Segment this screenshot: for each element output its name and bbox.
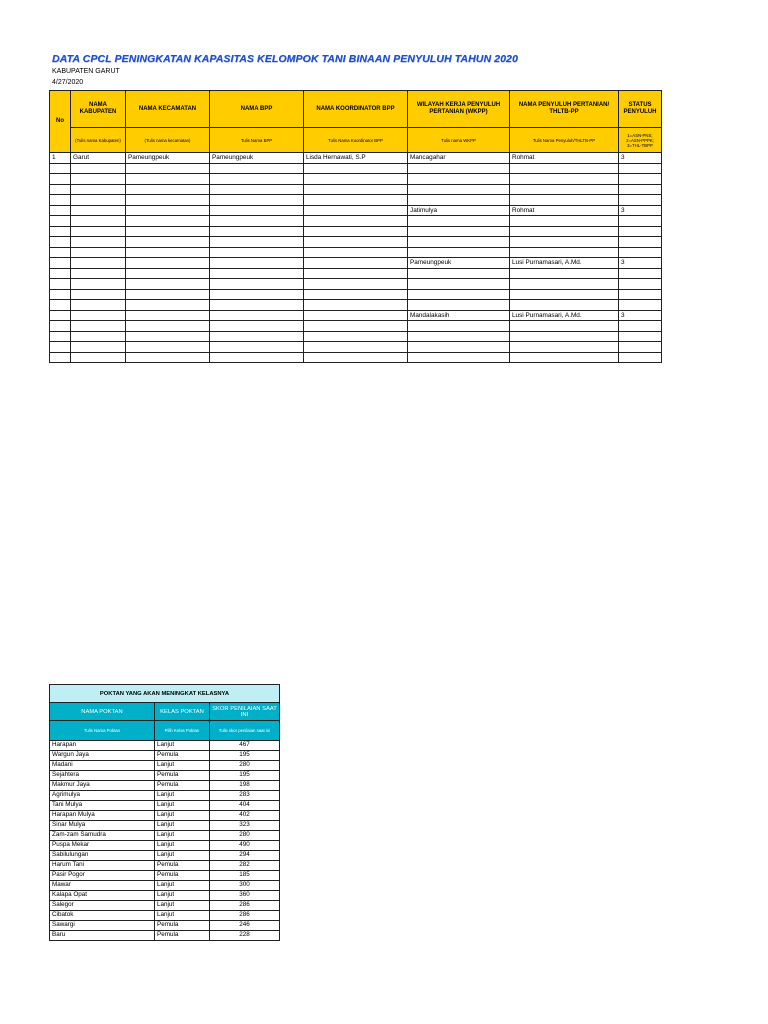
table-row (50, 247, 662, 258)
table-cell[interactable] (510, 331, 619, 342)
col-header-kelas-poktan: KELAS POKTAN (155, 703, 210, 721)
table-cell[interactable] (304, 237, 408, 248)
table-cell[interactable]: 185 (210, 871, 280, 881)
hint-kabupaten: (Tulis nama Kabupaten) (71, 128, 126, 153)
table-row (50, 268, 662, 279)
table-cell[interactable]: Mancagahar (408, 153, 510, 164)
table-cell[interactable] (510, 226, 619, 237)
table-cell[interactable] (619, 321, 662, 332)
table-cell[interactable] (126, 310, 210, 321)
table-cell[interactable] (210, 174, 304, 185)
table-cell[interactable]: Makmur Jaya (50, 781, 155, 791)
table-cell[interactable] (619, 237, 662, 248)
table-cell[interactable] (126, 205, 210, 216)
table-cell[interactable]: Lanjut (155, 831, 210, 841)
table-row (50, 741, 280, 751)
col-header-wkpp: WILAYAH KERJA PENYULUH PERTANIAN (WKPP) (408, 91, 510, 128)
table-cell[interactable]: 280 (210, 831, 280, 841)
table-row (50, 205, 662, 216)
table-cell[interactable]: Rohmat (510, 205, 619, 216)
table-cell[interactable]: Kalapa Opat (50, 891, 155, 901)
table-cell[interactable] (50, 321, 71, 332)
table-row (50, 153, 662, 164)
table-cell[interactable] (71, 289, 126, 300)
table-row (50, 911, 280, 921)
col-header-kecamatan: NAMA KECAMATAN (126, 91, 210, 128)
table-cell[interactable] (510, 289, 619, 300)
table-cell[interactable] (126, 289, 210, 300)
table-cell[interactable] (50, 300, 71, 311)
hint-skor: Tulis skor penilaian saat ini (210, 721, 280, 741)
table-cell[interactable] (408, 195, 510, 206)
table-cell[interactable] (304, 174, 408, 185)
hint-penyuluh: Tulis Nama Penyuluh/THLTB-PP (510, 128, 619, 153)
table-cell[interactable] (510, 247, 619, 258)
cpcl-hint-row (50, 128, 662, 153)
table-cell[interactable] (126, 195, 210, 206)
table-cell[interactable] (126, 342, 210, 353)
poktan-table (49, 684, 280, 941)
document-title: DATA CPCL PENINGKATAN KAPASITAS KELOMPOK TANI BINAAN PENYULUH TAHUN 2020 (52, 53, 518, 65)
table-cell[interactable]: Lisda Hernawati, S.P (304, 153, 408, 164)
table-cell[interactable] (304, 321, 408, 332)
table-cell[interactable] (50, 216, 71, 227)
table-cell[interactable] (71, 300, 126, 311)
table-cell[interactable]: 490 (210, 841, 280, 851)
table-cell[interactable]: Puspa Mekar (50, 841, 155, 851)
table-cell[interactable] (304, 352, 408, 363)
table-cell[interactable]: Rohmat (510, 153, 619, 164)
table-cell[interactable]: Sinar Mulya (50, 821, 155, 831)
table-row (50, 791, 280, 801)
table-row (50, 321, 662, 332)
table-cell[interactable]: Lanjut (155, 801, 210, 811)
poktan-caption: POKTAN YANG AKAN MENINGKAT KELASNYA (50, 685, 280, 703)
table-cell[interactable] (50, 279, 71, 290)
table-cell[interactable]: Pemula (155, 861, 210, 871)
hint-koordinator: Tulis Nama Koordinator BPP (304, 128, 408, 153)
table-cell[interactable]: 323 (210, 821, 280, 831)
table-cell[interactable] (126, 226, 210, 237)
table-cell[interactable]: Jatimulya (408, 205, 510, 216)
table-cell[interactable] (50, 195, 71, 206)
table-cell[interactable]: 282 (210, 861, 280, 871)
table-cell[interactable] (619, 216, 662, 227)
table-cell[interactable]: 283 (210, 791, 280, 801)
col-header-skor: SKOR PENILAIAN SAAT INI (210, 703, 280, 721)
table-cell[interactable] (50, 268, 71, 279)
table-cell[interactable]: Harum Tani (50, 861, 155, 871)
table-row (50, 174, 662, 185)
table-cell[interactable] (126, 237, 210, 248)
table-cell[interactable]: 300 (210, 881, 280, 891)
cpcl-header-row (50, 91, 662, 128)
table-cell[interactable] (126, 184, 210, 195)
table-cell[interactable]: Harapan (50, 741, 155, 751)
table-cell[interactable]: Sawargi (50, 921, 155, 931)
table-cell[interactable]: Sejahtera (50, 771, 155, 781)
table-cell[interactable] (408, 342, 510, 353)
table-cell[interactable] (304, 258, 408, 269)
table-cell[interactable] (210, 163, 304, 174)
table-cell[interactable] (210, 184, 304, 195)
table-cell[interactable]: Wargun Jaya (50, 751, 155, 761)
table-cell[interactable] (408, 163, 510, 174)
table-row (50, 881, 280, 891)
table-cell[interactable] (210, 342, 304, 353)
table-row (50, 811, 280, 821)
table-cell[interactable] (619, 352, 662, 363)
table-cell[interactable] (304, 268, 408, 279)
table-cell[interactable]: Pasir Pogor (50, 871, 155, 881)
table-cell[interactable]: 195 (210, 751, 280, 761)
col-header-bpp: NAMA BPP (210, 91, 304, 128)
table-cell[interactable] (71, 352, 126, 363)
table-cell[interactable] (71, 258, 126, 269)
table-cell[interactable]: Mawar (50, 881, 155, 891)
table-cell[interactable] (408, 289, 510, 300)
table-cell[interactable]: 402 (210, 811, 280, 821)
col-header-koordinator: NAMA KOORDINATOR BPP (304, 91, 408, 128)
table-cell[interactable]: Mandalakasih (408, 310, 510, 321)
table-cell[interactable] (126, 268, 210, 279)
table-cell[interactable] (304, 184, 408, 195)
table-cell[interactable] (50, 226, 71, 237)
table-cell[interactable] (510, 163, 619, 174)
table-cell[interactable]: Pemula (155, 771, 210, 781)
table-cell[interactable]: Lanjut (155, 821, 210, 831)
table-cell[interactable]: 228 (210, 931, 280, 941)
table-cell[interactable] (304, 216, 408, 227)
table-cell[interactable] (126, 331, 210, 342)
table-cell[interactable] (50, 289, 71, 300)
table-cell[interactable] (126, 352, 210, 363)
table-row (50, 300, 662, 311)
table-cell[interactable]: Harapan Mulya (50, 811, 155, 821)
table-cell[interactable] (50, 184, 71, 195)
table-cell[interactable] (304, 226, 408, 237)
table-cell[interactable]: Lusi Purnamasari, A.Md. (510, 310, 619, 321)
table-cell[interactable]: 246 (210, 921, 280, 931)
table-cell[interactable] (126, 258, 210, 269)
table-cell[interactable]: Lanjut (155, 851, 210, 861)
table-cell[interactable] (210, 352, 304, 363)
table-cell[interactable]: Pameungpeuk (408, 258, 510, 269)
table-cell[interactable] (71, 310, 126, 321)
table-row (50, 289, 662, 300)
col-header-penyuluh: NAMA PENYULUH PERTANIAN/ THLTB-PP (510, 91, 619, 128)
table-row (50, 781, 280, 791)
table-cell[interactable]: 294 (210, 851, 280, 861)
table-cell[interactable] (619, 195, 662, 206)
table-cell[interactable]: Tani Mulya (50, 801, 155, 811)
table-cell[interactable] (126, 216, 210, 227)
hint-kecamatan: (Tulis nama kecamatan) (126, 128, 210, 153)
poktan-header-row (50, 703, 280, 721)
table-cell[interactable]: Sabilulungan (50, 851, 155, 861)
table-cell[interactable] (50, 237, 71, 248)
cpcl-table (49, 90, 662, 363)
table-cell[interactable] (126, 321, 210, 332)
table-cell[interactable] (71, 216, 126, 227)
table-cell[interactable] (510, 321, 619, 332)
table-cell[interactable]: Lanjut (155, 891, 210, 901)
date-line: 4/27/2020 (52, 79, 84, 86)
table-cell[interactable] (619, 300, 662, 311)
hint-kelas-poktan: Pilih Kelas Poktan (155, 721, 210, 741)
table-cell[interactable] (408, 216, 510, 227)
table-cell[interactable] (210, 289, 304, 300)
col-header-kabupaten: NAMA KABUPATEN (71, 91, 126, 128)
table-cell[interactable] (71, 268, 126, 279)
table-cell[interactable] (210, 331, 304, 342)
table-cell[interactable] (126, 163, 210, 174)
table-cell[interactable] (126, 247, 210, 258)
hint-nama-poktan: Tulis Nama Poktan (50, 721, 155, 741)
table-cell[interactable] (71, 195, 126, 206)
table-row (50, 841, 280, 851)
table-row (50, 751, 280, 761)
table-cell[interactable] (210, 321, 304, 332)
table-cell[interactable]: Pameungpeuk (126, 153, 210, 164)
table-cell[interactable]: Lanjut (155, 911, 210, 921)
table-cell[interactable] (210, 258, 304, 269)
table-cell[interactable]: 3 (619, 310, 662, 321)
table-cell[interactable] (408, 279, 510, 290)
table-cell[interactable] (210, 279, 304, 290)
hint-wkpp: Tulis nama WKPP (408, 128, 510, 153)
table-cell[interactable] (71, 237, 126, 248)
table-cell[interactable] (126, 174, 210, 185)
table-cell[interactable] (619, 331, 662, 342)
table-cell[interactable] (408, 247, 510, 258)
table-cell[interactable] (304, 247, 408, 258)
table-cell[interactable] (408, 321, 510, 332)
table-cell[interactable] (71, 342, 126, 353)
table-row (50, 237, 662, 248)
table-cell[interactable]: Lanjut (155, 761, 210, 771)
table-cell[interactable] (71, 205, 126, 216)
table-cell[interactable] (210, 205, 304, 216)
table-cell[interactable] (50, 342, 71, 353)
table-cell[interactable]: 286 (210, 911, 280, 921)
col-header-no: No (50, 91, 71, 153)
table-cell[interactable] (50, 258, 71, 269)
table-cell[interactable] (304, 163, 408, 174)
table-cell[interactable]: 3 (619, 205, 662, 216)
table-cell[interactable] (210, 226, 304, 237)
table-cell[interactable] (619, 342, 662, 353)
table-cell[interactable] (510, 352, 619, 363)
table-cell[interactable] (619, 279, 662, 290)
table-row (50, 891, 280, 901)
table-cell[interactable]: 195 (210, 771, 280, 781)
table-row (50, 771, 280, 781)
table-cell[interactable]: Pemula (155, 921, 210, 931)
table-cell[interactable] (619, 226, 662, 237)
table-cell[interactable] (126, 300, 210, 311)
table-cell[interactable]: Baru (50, 931, 155, 941)
table-cell[interactable]: Lusi Purnamasari, A.Md. (510, 258, 619, 269)
table-row (50, 851, 280, 861)
table-row (50, 342, 662, 353)
table-cell[interactable] (619, 184, 662, 195)
table-row (50, 310, 662, 321)
table-cell[interactable]: Madani (50, 761, 155, 771)
table-row (50, 279, 662, 290)
table-cell[interactable] (304, 279, 408, 290)
table-cell[interactable]: Agrimulya (50, 791, 155, 801)
table-cell[interactable] (210, 195, 304, 206)
table-row (50, 331, 662, 342)
table-cell[interactable] (510, 195, 619, 206)
table-cell[interactable]: 467 (210, 741, 280, 751)
table-row (50, 352, 662, 363)
table-cell[interactable] (408, 300, 510, 311)
poktan-hint-row (50, 721, 280, 741)
table-cell[interactable]: Lanjut (155, 901, 210, 911)
table-cell[interactable]: 404 (210, 801, 280, 811)
table-cell[interactable] (619, 174, 662, 185)
table-cell[interactable] (510, 174, 619, 185)
table-cell[interactable] (510, 184, 619, 195)
table-row (50, 163, 662, 174)
table-row (50, 871, 280, 881)
table-row (50, 761, 280, 771)
table-row (50, 184, 662, 195)
table-cell[interactable] (71, 321, 126, 332)
table-row (50, 901, 280, 911)
table-cell[interactable] (50, 205, 71, 216)
table-row (50, 226, 662, 237)
table-cell[interactable] (510, 216, 619, 227)
table-cell[interactable] (619, 163, 662, 174)
table-cell[interactable]: Zam-zam Samudra (50, 831, 155, 841)
table-cell[interactable]: Salegor (50, 901, 155, 911)
hint-status: 1=ASN-PNS; 2=ASN-PPPK; 3=THL-TBPP (619, 128, 662, 153)
table-cell[interactable] (50, 352, 71, 363)
table-cell[interactable] (304, 331, 408, 342)
table-cell[interactable] (304, 300, 408, 311)
table-cell[interactable] (71, 226, 126, 237)
table-cell[interactable]: 1 (50, 153, 71, 164)
table-cell[interactable]: Pemula (155, 781, 210, 791)
table-row (50, 921, 280, 931)
table-cell[interactable] (510, 300, 619, 311)
table-row (50, 801, 280, 811)
table-cell[interactable]: Lanjut (155, 791, 210, 801)
table-cell[interactable] (619, 289, 662, 300)
table-cell[interactable] (408, 352, 510, 363)
table-cell[interactable]: 286 (210, 901, 280, 911)
table-cell[interactable] (408, 184, 510, 195)
table-cell[interactable]: Pemula (155, 871, 210, 881)
table-cell[interactable] (510, 237, 619, 248)
col-header-nama-poktan: NAMA POKTAN (50, 703, 155, 721)
table-cell[interactable] (210, 300, 304, 311)
table-cell[interactable] (408, 226, 510, 237)
table-cell[interactable]: Pemula (155, 751, 210, 761)
table-cell[interactable]: Cibatok (50, 911, 155, 921)
table-cell[interactable] (304, 205, 408, 216)
table-cell[interactable] (71, 163, 126, 174)
table-cell[interactable] (71, 279, 126, 290)
table-cell[interactable] (50, 163, 71, 174)
table-cell[interactable]: Lanjut (155, 741, 210, 751)
table-cell[interactable] (304, 342, 408, 353)
table-row (50, 258, 662, 269)
table-cell[interactable]: 3 (619, 258, 662, 269)
table-cell[interactable]: 3 (619, 153, 662, 164)
table-cell[interactable] (210, 247, 304, 258)
table-cell[interactable]: Pameungpeuk (210, 153, 304, 164)
table-cell[interactable] (510, 279, 619, 290)
table-cell[interactable]: Lanjut (155, 881, 210, 891)
table-cell[interactable]: Lanjut (155, 841, 210, 851)
table-row (50, 831, 280, 841)
table-cell[interactable] (126, 279, 210, 290)
table-cell[interactable] (71, 174, 126, 185)
table-cell[interactable] (71, 184, 126, 195)
table-cell[interactable] (408, 174, 510, 185)
table-cell[interactable] (210, 310, 304, 321)
table-cell[interactable]: Lanjut (155, 811, 210, 821)
table-cell[interactable] (210, 216, 304, 227)
table-cell[interactable]: 280 (210, 761, 280, 771)
table-cell[interactable] (619, 268, 662, 279)
kabupaten-line: KABUPATEN GARUT (52, 68, 120, 75)
table-cell[interactable] (210, 268, 304, 279)
table-row (50, 861, 280, 871)
table-cell[interactable] (408, 268, 510, 279)
table-cell[interactable] (71, 331, 126, 342)
table-cell[interactable] (304, 195, 408, 206)
table-cell[interactable]: Garut (71, 153, 126, 164)
table-cell[interactable]: 360 (210, 891, 280, 901)
table-cell[interactable] (71, 247, 126, 258)
table-cell[interactable] (50, 174, 71, 185)
table-cell[interactable] (619, 247, 662, 258)
hint-bpp: Tulis Nama BPP (210, 128, 304, 153)
table-cell[interactable] (408, 237, 510, 248)
table-cell[interactable] (50, 310, 71, 321)
table-row (50, 821, 280, 831)
table-cell[interactable] (510, 342, 619, 353)
table-cell[interactable]: Pemula (155, 931, 210, 941)
table-cell[interactable] (50, 247, 71, 258)
table-cell[interactable] (210, 237, 304, 248)
table-cell[interactable] (50, 331, 71, 342)
table-cell[interactable] (408, 331, 510, 342)
col-header-status: STATUS PENYULUH (619, 91, 662, 128)
table-row (50, 216, 662, 227)
table-cell[interactable] (510, 268, 619, 279)
table-cell[interactable] (304, 289, 408, 300)
table-cell[interactable] (304, 310, 408, 321)
table-row (50, 195, 662, 206)
table-row (50, 931, 280, 941)
table-cell[interactable]: 198 (210, 781, 280, 791)
